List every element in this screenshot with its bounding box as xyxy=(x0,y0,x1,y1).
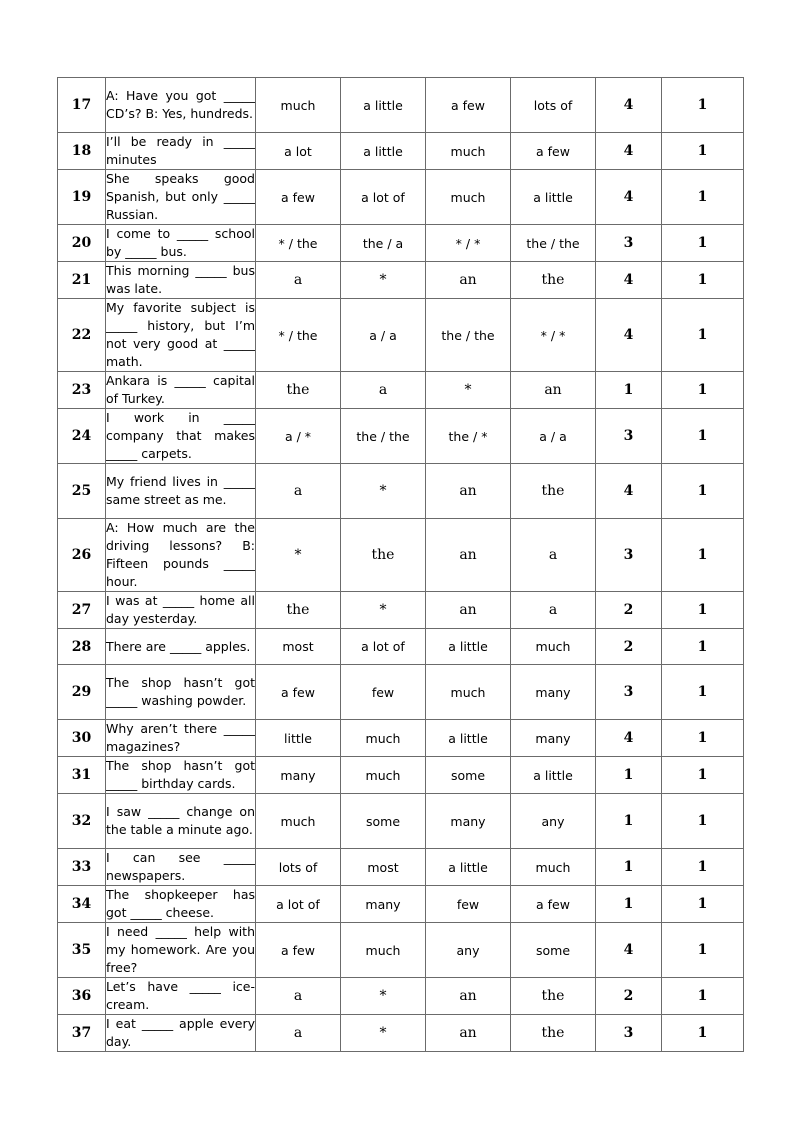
table-row xyxy=(58,133,744,170)
table-row xyxy=(58,592,744,629)
option-1: much xyxy=(256,794,341,849)
option-2: much xyxy=(341,720,426,757)
table-row xyxy=(58,299,744,372)
correct-answer: 4 xyxy=(596,133,662,170)
question-number: 32 xyxy=(58,794,106,849)
correct-answer: 3 xyxy=(596,409,662,464)
option-4: many xyxy=(511,720,596,757)
option-3: * / * xyxy=(426,225,511,262)
option-2: a lot of xyxy=(341,170,426,225)
option-4: a few xyxy=(511,886,596,923)
correct-answer: 4 xyxy=(596,78,662,133)
option-2: the / the xyxy=(341,409,426,464)
table-row xyxy=(58,720,744,757)
option-1: a xyxy=(256,978,341,1015)
option-1: a few xyxy=(256,170,341,225)
option-2: most xyxy=(341,849,426,886)
table-row xyxy=(58,978,744,1015)
option-3: a little xyxy=(426,629,511,665)
question-number: 35 xyxy=(58,923,106,978)
points: 1 xyxy=(662,464,744,519)
option-2: a xyxy=(341,372,426,409)
option-2: much xyxy=(341,923,426,978)
option-4: any xyxy=(511,794,596,849)
question-number: 20 xyxy=(58,225,106,262)
option-1: a lot of xyxy=(256,886,341,923)
option-4: the xyxy=(511,978,596,1015)
option-3: an xyxy=(426,464,511,519)
option-4: the xyxy=(511,1015,596,1052)
table-row xyxy=(58,225,744,262)
question-number: 23 xyxy=(58,372,106,409)
option-4: the xyxy=(511,262,596,299)
table-row xyxy=(58,1015,744,1052)
correct-answer: 1 xyxy=(596,757,662,794)
option-3: much xyxy=(426,170,511,225)
option-2: the xyxy=(341,519,426,592)
option-4: a few xyxy=(511,133,596,170)
option-3: the / the xyxy=(426,299,511,372)
points: 1 xyxy=(662,794,744,849)
option-2: * xyxy=(341,1015,426,1052)
option-2: a little xyxy=(341,78,426,133)
question-number: 17 xyxy=(58,78,106,133)
points: 1 xyxy=(662,262,744,299)
table-row xyxy=(58,794,744,849)
points: 1 xyxy=(662,225,744,262)
option-2: much xyxy=(341,757,426,794)
option-4: a little xyxy=(511,170,596,225)
option-4: much xyxy=(511,629,596,665)
option-2: the / a xyxy=(341,225,426,262)
option-1: many xyxy=(256,757,341,794)
question-number: 24 xyxy=(58,409,106,464)
option-4: * / * xyxy=(511,299,596,372)
option-1: much xyxy=(256,78,341,133)
option-4: a little xyxy=(511,757,596,794)
question-text: Let’s have _____ ice-cream. xyxy=(106,978,256,1015)
option-1: a / * xyxy=(256,409,341,464)
option-1: a xyxy=(256,1015,341,1052)
correct-answer: 1 xyxy=(596,794,662,849)
option-4: some xyxy=(511,923,596,978)
question-text: There are _____ apples. xyxy=(106,629,256,665)
option-4: a xyxy=(511,519,596,592)
option-1: a xyxy=(256,464,341,519)
correct-answer: 4 xyxy=(596,923,662,978)
question-number: 34 xyxy=(58,886,106,923)
quiz-table-body xyxy=(58,78,744,1052)
option-3: an xyxy=(426,262,511,299)
points: 1 xyxy=(662,849,744,886)
question-text: My favorite subject is _____ history, but I’m not very good at _____ math. xyxy=(106,299,256,372)
table-row xyxy=(58,464,744,519)
option-4: an xyxy=(511,372,596,409)
question-text: Ankara is _____ capital of Turkey. xyxy=(106,372,256,409)
question-number: 31 xyxy=(58,757,106,794)
option-1: the xyxy=(256,372,341,409)
option-2: some xyxy=(341,794,426,849)
option-2: * xyxy=(341,262,426,299)
question-number: 21 xyxy=(58,262,106,299)
option-2: * xyxy=(341,592,426,629)
option-3: few xyxy=(426,886,511,923)
option-4: much xyxy=(511,849,596,886)
option-3: an xyxy=(426,519,511,592)
option-3: some xyxy=(426,757,511,794)
question-text: The shop hasn’t got _____ washing powder. xyxy=(106,665,256,720)
option-3: much xyxy=(426,133,511,170)
points: 1 xyxy=(662,170,744,225)
question-text: I saw _____ change on the table a minute ago. xyxy=(106,794,256,849)
points: 1 xyxy=(662,372,744,409)
option-4: the / the xyxy=(511,225,596,262)
question-number: 36 xyxy=(58,978,106,1015)
table-row xyxy=(58,170,744,225)
points: 1 xyxy=(662,1015,744,1052)
option-4: lots of xyxy=(511,78,596,133)
points: 1 xyxy=(662,629,744,665)
question-text: The shopkeeper has got _____ cheese. xyxy=(106,886,256,923)
correct-answer: 2 xyxy=(596,978,662,1015)
question-text: The shop hasn’t got _____ birthday cards. xyxy=(106,757,256,794)
table-row xyxy=(58,886,744,923)
option-1: * / the xyxy=(256,299,341,372)
table-row xyxy=(58,78,744,133)
option-2: a little xyxy=(341,133,426,170)
question-text: I need _____ help with my homework. Are you free? xyxy=(106,923,256,978)
option-2: few xyxy=(341,665,426,720)
question-text: I work in _____ company that makes _____ carpets. xyxy=(106,409,256,464)
points: 1 xyxy=(662,409,744,464)
correct-answer: 1 xyxy=(596,849,662,886)
quiz-table xyxy=(57,77,744,1052)
points: 1 xyxy=(662,592,744,629)
question-text: Why aren’t there _____ magazines? xyxy=(106,720,256,757)
question-text: I was at _____ home all day yesterday. xyxy=(106,592,256,629)
correct-answer: 3 xyxy=(596,665,662,720)
option-1: lots of xyxy=(256,849,341,886)
points: 1 xyxy=(662,133,744,170)
correct-answer: 4 xyxy=(596,299,662,372)
question-number: 26 xyxy=(58,519,106,592)
correct-answer: 3 xyxy=(596,225,662,262)
question-text: My friend lives in _____ same street as me. xyxy=(106,464,256,519)
option-3: a little xyxy=(426,849,511,886)
option-2: * xyxy=(341,464,426,519)
option-1: * / the xyxy=(256,225,341,262)
question-text: I come to _____ school by _____ bus. xyxy=(106,225,256,262)
option-3: a little xyxy=(426,720,511,757)
table-row xyxy=(58,849,744,886)
table-row xyxy=(58,665,744,720)
question-text: I’ll be ready in _____ minutes xyxy=(106,133,256,170)
correct-answer: 4 xyxy=(596,262,662,299)
correct-answer: 2 xyxy=(596,592,662,629)
points: 1 xyxy=(662,923,744,978)
option-3: the / * xyxy=(426,409,511,464)
question-number: 25 xyxy=(58,464,106,519)
question-text: A: Have you got _____ CD’s? B: Yes, hundreds. xyxy=(106,78,256,133)
correct-answer: 4 xyxy=(596,464,662,519)
points: 1 xyxy=(662,665,744,720)
question-number: 29 xyxy=(58,665,106,720)
option-3: any xyxy=(426,923,511,978)
question-number: 22 xyxy=(58,299,106,372)
table-row xyxy=(58,923,744,978)
table-row xyxy=(58,629,744,665)
option-3: an xyxy=(426,592,511,629)
correct-answer: 3 xyxy=(596,519,662,592)
points: 1 xyxy=(662,299,744,372)
correct-answer: 4 xyxy=(596,720,662,757)
correct-answer: 2 xyxy=(596,629,662,665)
table-row xyxy=(58,409,744,464)
option-3: much xyxy=(426,665,511,720)
question-text: She speaks good Spanish, but only _____ Russian. xyxy=(106,170,256,225)
points: 1 xyxy=(662,886,744,923)
option-4: many xyxy=(511,665,596,720)
option-3: an xyxy=(426,978,511,1015)
correct-answer: 3 xyxy=(596,1015,662,1052)
points: 1 xyxy=(662,978,744,1015)
points: 1 xyxy=(662,720,744,757)
table-row xyxy=(58,262,744,299)
points: 1 xyxy=(662,78,744,133)
question-text: This morning _____ bus was late. xyxy=(106,262,256,299)
question-text: I eat _____ apple every day. xyxy=(106,1015,256,1052)
option-3: many xyxy=(426,794,511,849)
option-1: a xyxy=(256,262,341,299)
option-1: most xyxy=(256,629,341,665)
points: 1 xyxy=(662,519,744,592)
option-1: a few xyxy=(256,923,341,978)
option-3: a few xyxy=(426,78,511,133)
question-number: 30 xyxy=(58,720,106,757)
question-text: A: How much are the driving lessons? B: Fifteen pounds _____ hour. xyxy=(106,519,256,592)
option-3: * xyxy=(426,372,511,409)
question-number: 27 xyxy=(58,592,106,629)
question-text: I can see _____ newspapers. xyxy=(106,849,256,886)
question-number: 28 xyxy=(58,629,106,665)
question-number: 33 xyxy=(58,849,106,886)
option-4: a / a xyxy=(511,409,596,464)
option-3: an xyxy=(426,1015,511,1052)
correct-answer: 1 xyxy=(596,372,662,409)
table-row xyxy=(58,372,744,409)
question-number: 18 xyxy=(58,133,106,170)
option-1: a lot xyxy=(256,133,341,170)
points: 1 xyxy=(662,757,744,794)
option-4: a xyxy=(511,592,596,629)
option-1: * xyxy=(256,519,341,592)
option-4: the xyxy=(511,464,596,519)
option-2: a lot of xyxy=(341,629,426,665)
option-1: little xyxy=(256,720,341,757)
option-2: many xyxy=(341,886,426,923)
option-1: the xyxy=(256,592,341,629)
table-row xyxy=(58,519,744,592)
question-number: 37 xyxy=(58,1015,106,1052)
question-number: 19 xyxy=(58,170,106,225)
option-2: a / a xyxy=(341,299,426,372)
option-1: a few xyxy=(256,665,341,720)
correct-answer: 4 xyxy=(596,170,662,225)
correct-answer: 1 xyxy=(596,886,662,923)
table-row xyxy=(58,757,744,794)
option-2: * xyxy=(341,978,426,1015)
